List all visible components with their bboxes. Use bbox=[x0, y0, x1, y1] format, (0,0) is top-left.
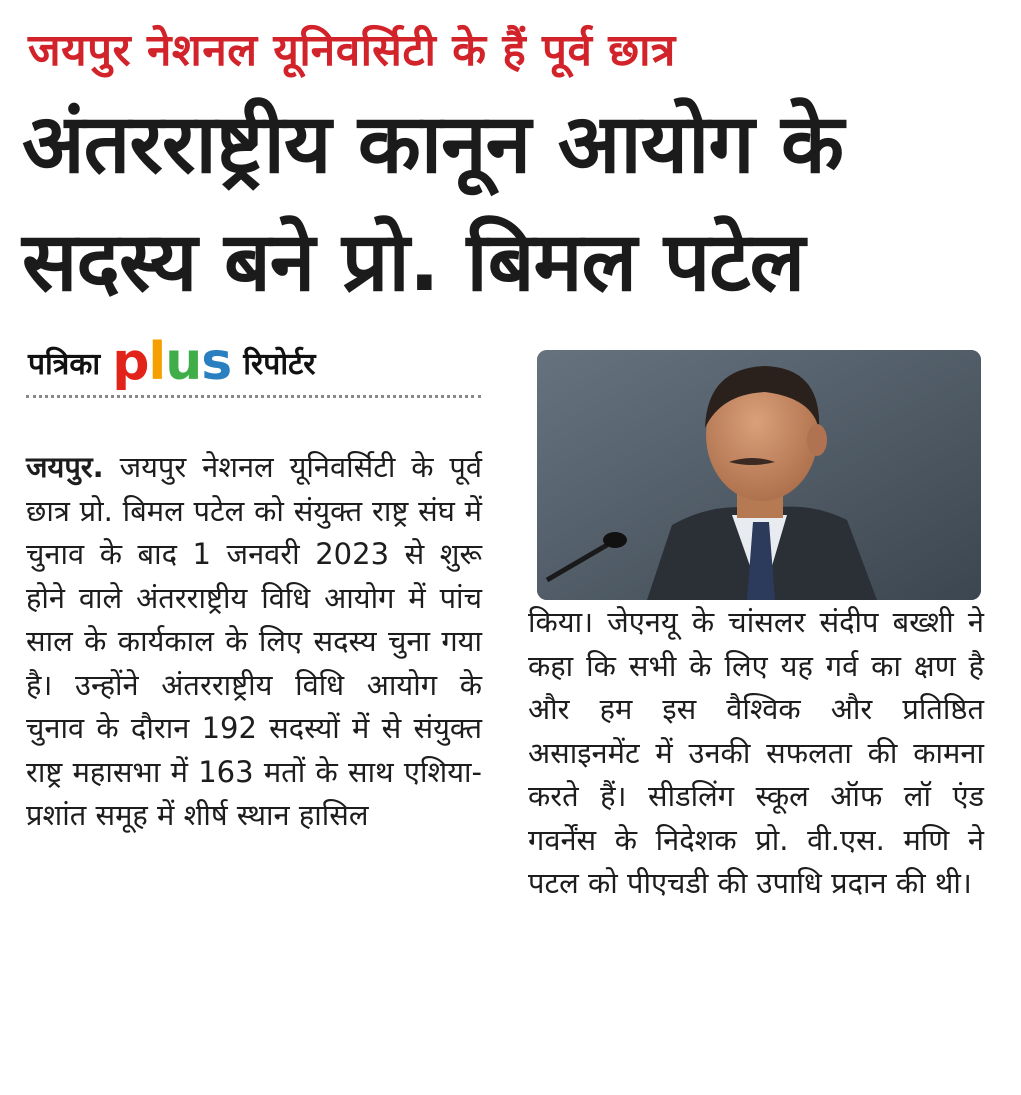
article-text-left: जयपुर नेशनल यूनिवर्सिटी के पूर्व छात्र प्रो. बिमल पटेल को संयुक्त राष्ट्र संघ में चुनाव के बाद 1 जनवरी 2023 से शुरू होने वाले अंतरराष्ट्रीय विधि आयोग में पांच साल के कार्यकाल के लिए सदस्य चुना गया है। उन्होंने अंतरराष्ट्रीय विधि आयोग के चुनाव के दौरान 192 सदस्यों में से संयुक्त राष्ट्र महासभा में 163 मतों के साथ एशिया-प्रशांत समूह में शीर्ष स्थान हासिल bbox=[26, 450, 483, 832]
plus-letter: p bbox=[112, 332, 149, 392]
dotted-divider bbox=[26, 395, 481, 398]
plus-logo bbox=[112, 332, 232, 392]
speaker-photo bbox=[537, 350, 981, 600]
byline bbox=[28, 334, 315, 390]
plus-letter: l bbox=[148, 332, 166, 392]
main-headline: अंतरराष्ट्रीय कानून आयोग के सदस्य बने प्रो. बिमल पटेल bbox=[22, 97, 844, 310]
speaker-illustration bbox=[537, 350, 981, 600]
article-column-left bbox=[26, 446, 482, 838]
plus-letter: u bbox=[165, 332, 202, 392]
kicker-headline: जयपुर नेशनल यूनिवर्सिटी के हैं पूर्व छात्र bbox=[28, 25, 676, 76]
article-column-right: किया। जेएनयू के चांसलर संदीप बख्शी ने कहा कि सभी के लिए यह गर्व का क्षण है और हम इस वैश्विक और प्रतिष्ठित असाइनमेंट में उनकी सफलता की कामना करते हैं। सीडलिंग स्कूल ऑफ लॉ एंड गवर्नेंस के निदेशक प्रो. वी.एस. मणि ने पटल को पीएचडी की उपाधि प्रदान की थी। bbox=[528, 605, 984, 900]
dateline: जयपुर. bbox=[26, 450, 104, 484]
publication-name: पत्रिका bbox=[28, 346, 101, 382]
reporter-label: रिपोर्टर bbox=[243, 346, 316, 382]
plus-letter: s bbox=[201, 332, 232, 392]
